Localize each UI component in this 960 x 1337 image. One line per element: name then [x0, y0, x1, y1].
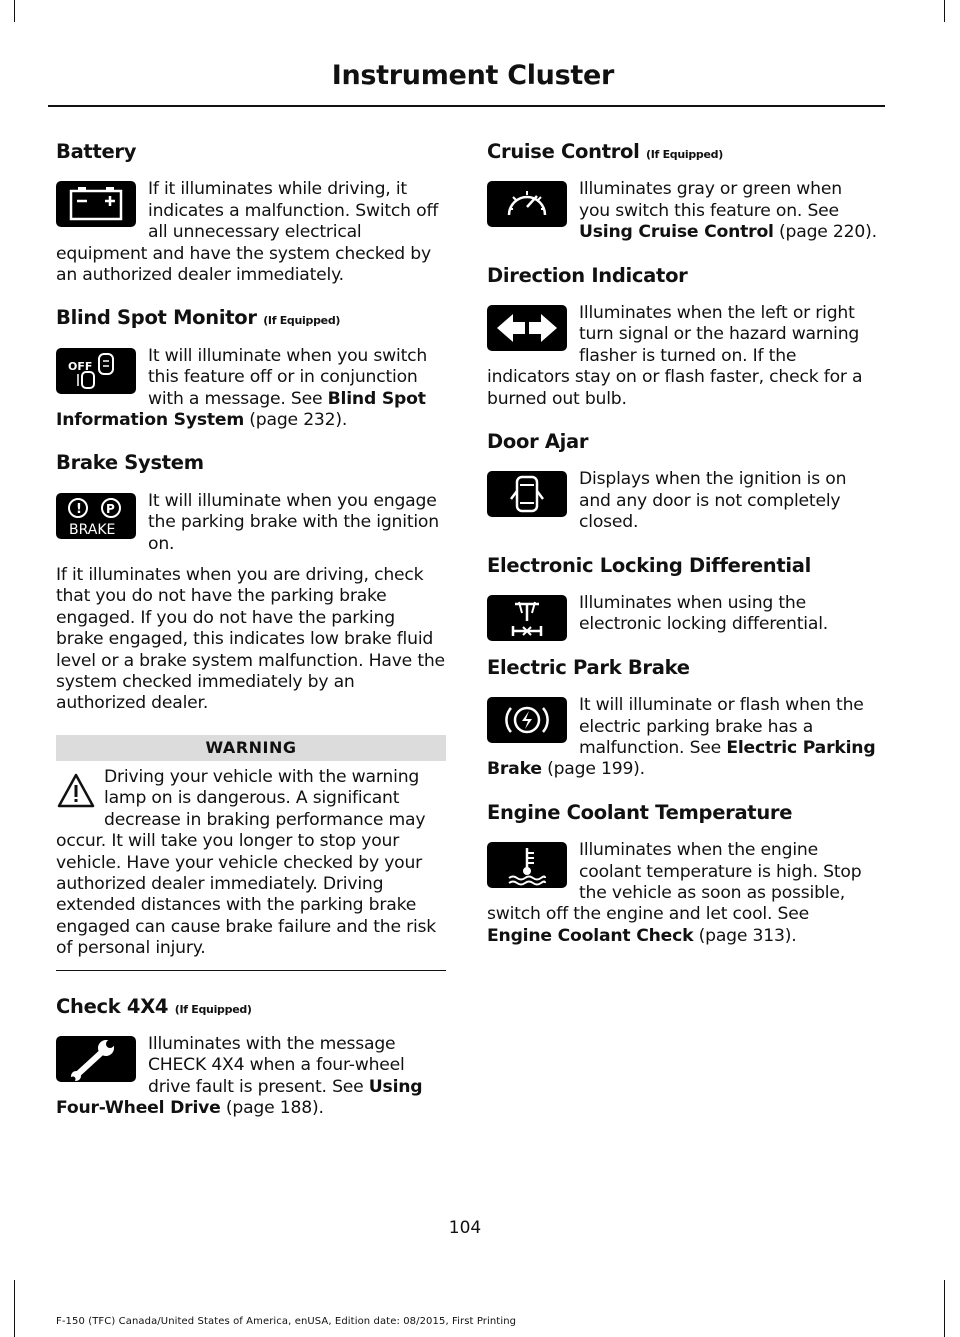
wrench-icon [56, 1036, 136, 1082]
section-title: Blind Spot Monitor (If Equipped) [56, 306, 341, 330]
warning-rule [56, 970, 446, 971]
section-title: Cruise Control (If Equipped) [487, 140, 723, 163]
icon-off-text: OFF [68, 359, 93, 373]
section-locking-differential [487, 554, 877, 636]
section-text: If it illuminates while driving, it indicates a malfunction. Switch off all unnecessary electrical equipment and have the system checked by an authorized dealer immediately. [56, 179, 439, 286]
right-column [487, 140, 877, 967]
section-text: If it illuminates when you are driving, check that you do not have the parking brake engaged. If you do not have the parking brake engaged, this indicates low brake fluid level or a brake system malfunction. Have the system checked immediately by an authorized dealer. [56, 565, 445, 714]
cross-reference: Engine Coolant Check [487, 925, 694, 946]
section-cruise-control [487, 140, 877, 244]
coolant-temperature-icon [487, 842, 567, 888]
cross-reference: Blind Spot Information System [56, 388, 426, 431]
svg-text:BRAKE: BRAKE [69, 521, 116, 538]
section-check-4x4 [56, 995, 446, 1120]
section-text: Displays when the ignition is on and any door is not completely closed. [579, 469, 847, 533]
crop-mark [14, 1280, 15, 1337]
section-text: Illuminates gray or green when you switch this feature on. See Using Cruise Control (page 220). [579, 179, 877, 243]
locking-differential-icon [487, 595, 567, 641]
section-title: Door Ajar [487, 430, 589, 454]
header-rule [48, 105, 885, 107]
door-ajar-icon [487, 471, 567, 517]
page-title: Instrument Cluster [331, 60, 614, 91]
blind-spot-off-icon [56, 348, 136, 394]
section-text: Illuminates when the engine coolant temperature is high. Stop the vehicle as soon as possible, switch off the engine and let cool. See Engine Coolant Check (page 313). [487, 840, 862, 946]
section-door-ajar [487, 430, 877, 534]
section-title: Check 4X4 (If Equipped) [56, 994, 252, 1018]
section-title: Brake System [56, 451, 204, 475]
crop-mark [14, 0, 15, 22]
speedometer-icon [487, 181, 567, 227]
section-direction-indicator [487, 264, 877, 410]
section-text: It will illuminate or flash when the electric parking brake has a malfunction. See Electric Parking Brake (page 199). [487, 695, 876, 780]
cross-reference: Using Cruise Control [579, 222, 774, 243]
warning-heading: WARNING [56, 735, 446, 761]
section-electric-park-brake [487, 656, 877, 781]
page-number: 104 [448, 1218, 482, 1238]
section-text: Illuminates when using the electronic locking differential. [579, 593, 829, 635]
section-blind-spot [56, 306, 446, 431]
section-brake-system [56, 451, 446, 714]
section-title: Electric Park Brake [487, 655, 690, 679]
section-title: Battery [56, 140, 137, 163]
cross-reference: Using Four-Wheel Drive [56, 1076, 423, 1119]
svg-text:P: P [106, 501, 115, 516]
crop-mark [944, 1280, 945, 1337]
section-text: It will illuminate when you switch this feature off or in conjunction with a message. See Blind Spot Information System (page 232). [56, 345, 428, 431]
section-text: Illuminates when the left or right turn signal or the hazard warning flasher is turned on. If the indicators stay on or flash faster, check for a burned out bulb. [487, 303, 863, 409]
svg-text:!: ! [76, 501, 82, 517]
section-text: Illuminates with the message CHECK 4X4 when a four-wheel drive fault is present. See Using Four-Wheel Drive (page 188). [56, 1033, 423, 1119]
left-column [56, 140, 446, 1140]
turn-arrows-icon [487, 305, 567, 351]
warning-text: Driving your vehicle with the warning lamp on is dangerous. A significant decrease in braking performance may occur. It will take you longer to stop your vehicle. Have your vehicle checked by your authorized dealer immediately. Driving extended distances with the parking brake engaged can cause brake failure and the risk of personal injury. [56, 766, 437, 959]
electric-park-brake-icon [487, 697, 567, 743]
section-title: Electronic Locking Differential [487, 553, 812, 577]
section-title: Direction Indicator [487, 263, 688, 287]
cross-reference: Electric Parking Brake [487, 738, 876, 780]
section-battery [56, 140, 446, 286]
crop-mark [944, 0, 945, 22]
section-title: Engine Coolant Temperature [487, 800, 793, 824]
footer: F-150 (TFC) Canada/United States of America, enUSA, Edition date: 08/2015, First Printing [56, 1316, 517, 1327]
brake-warning-icon [56, 493, 136, 539]
section-text: It will illuminate when you engage the parking brake with the ignition on. [148, 490, 439, 554]
warning-triangle-icon [56, 771, 96, 811]
battery-icon [56, 181, 136, 227]
section-coolant-temperature [487, 801, 877, 947]
warning-box [56, 735, 446, 971]
